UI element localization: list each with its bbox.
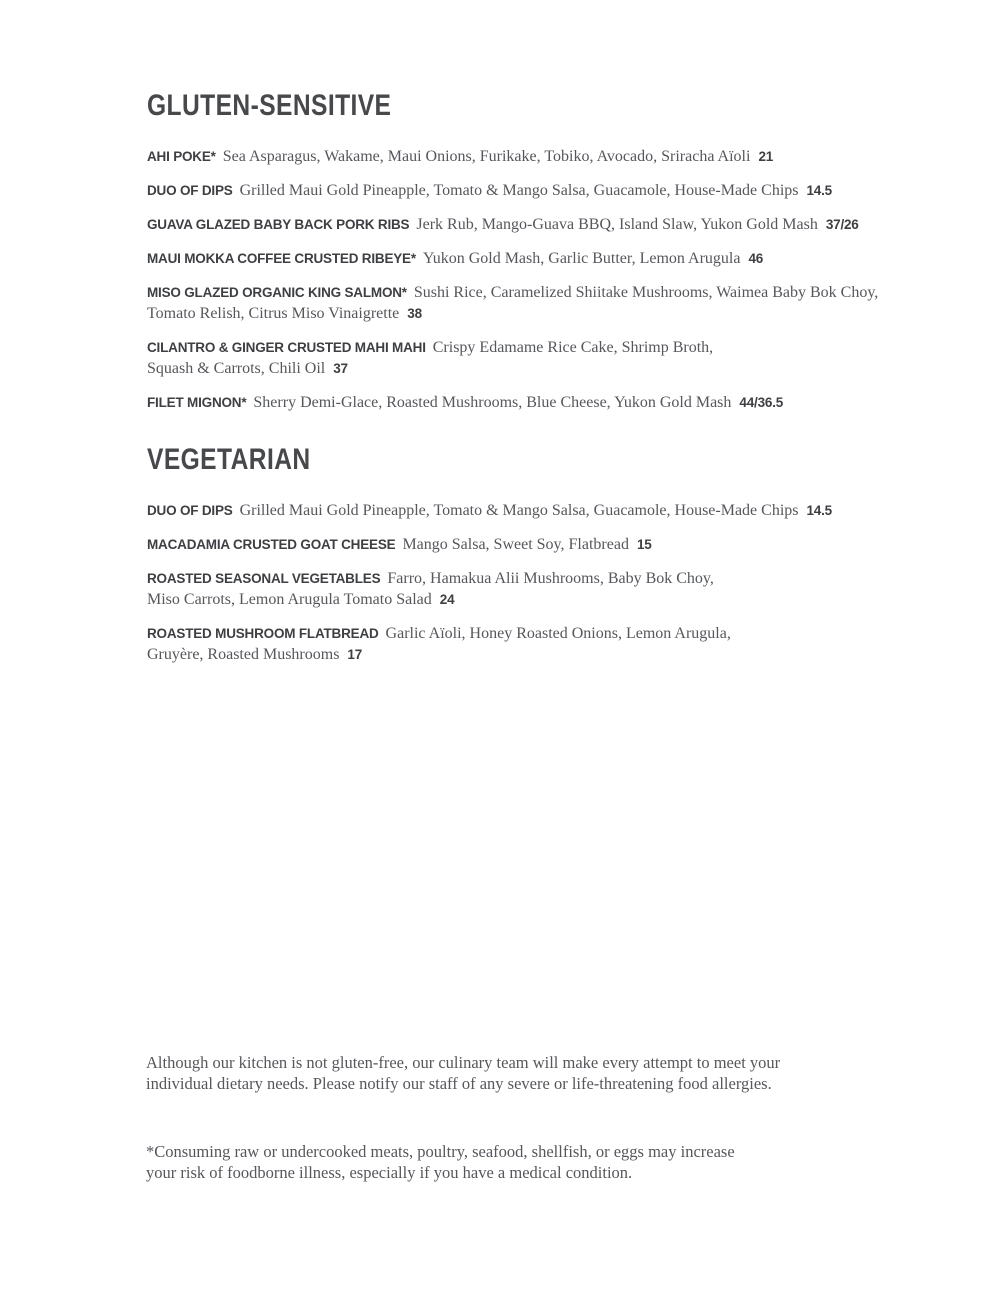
item-description [416, 216, 817, 233]
item-name: GUAVA GLAZED BABY BACK PORK RIBS [147, 217, 410, 232]
item-price: 37 [333, 361, 348, 376]
section-title-gluten-sensitive: GLUTEN-SENSITIVE [147, 89, 392, 122]
menu-item [147, 248, 967, 269]
item-name: MISO GLAZED ORGANIC KING SALMON* [147, 285, 407, 300]
item-price: 14.5 [806, 183, 832, 198]
section-items-gluten-sensitive [147, 146, 967, 413]
menu-item [147, 534, 967, 555]
item-description-line: Sherry Demi-Glace, Roasted Mushrooms, Blue Cheese, Yukon Gold Mash [253, 394, 732, 411]
menu-item [147, 282, 967, 324]
item-price: 46 [748, 251, 764, 266]
item-name: ROASTED SEASONAL VEGETABLES [147, 571, 381, 586]
menu-content [147, 90, 967, 678]
item-price: 15 [636, 537, 652, 552]
section-title-vegetarian: VEGETARIAN [147, 443, 311, 476]
menu-item [147, 337, 967, 379]
item-description-line: Sushi Rice, Caramelized Shiitake Mushrooms, Waimea Baby Bok Choy, [413, 284, 879, 301]
consumer-advisory-note [146, 1141, 735, 1183]
menu-item [147, 623, 967, 665]
item-name: DUO OF DIPS [147, 183, 233, 198]
item-name: MAUI MOKKA COFFEE CRUSTED RIBEYE* [147, 251, 416, 266]
item-description [253, 394, 731, 411]
footnote-line: your risk of foodborne illness, especially if you have a medical condition. [146, 1163, 633, 1182]
item-price: 17 [347, 647, 363, 662]
menu-item [147, 500, 967, 521]
item-name: FILET MIGNON* [147, 395, 247, 410]
item-description-line: Grilled Maui Gold Pineapple, Tomato & Mango Salsa, Guacamole, House-Made Chips [239, 502, 799, 519]
menu-item [147, 568, 967, 610]
item-description-line: Jerk Rub, Mango-Guava BBQ, Island Slaw, Yukon Gold Mash [416, 216, 818, 233]
item-price: 24 [439, 592, 455, 607]
item-price: 38 [407, 306, 422, 321]
item-price: 21 [758, 149, 774, 164]
menu-item [147, 392, 967, 413]
item-description [223, 148, 751, 165]
menu-item [147, 214, 967, 235]
item-description [423, 250, 741, 267]
item-name: MACADAMIA CRUSTED GOAT CHEESE [147, 537, 396, 552]
footnote-line: *Consuming raw or undercooked meats, poultry, seafood, shellfish, or eggs may increase [146, 1142, 735, 1161]
item-name: ROASTED MUSHROOM FLATBREAD [147, 626, 379, 641]
item-description-line: Miso Carrots, Lemon Arugula Tomato Salad [147, 591, 432, 608]
item-description [240, 502, 799, 519]
allergy-note [146, 1052, 780, 1094]
item-description-line: Grilled Maui Gold Pineapple, Tomato & Mango Salsa, Guacamole, House-Made Chips [239, 182, 799, 199]
item-name: DUO OF DIPS [147, 503, 233, 518]
item-description-line: Tomato Relish, Citrus Miso Vinaigrette [147, 305, 400, 322]
item-description-line: Mango Salsa, Sweet Soy, Flatbread [402, 536, 629, 553]
item-description-line: Sea Asparagus, Wakame, Maui Onions, Furikake, Tobiko, Avocado, Sriracha Aïoli [222, 148, 751, 165]
item-description [240, 182, 799, 199]
item-description [402, 536, 628, 553]
item-name: AHI POKE* [147, 149, 216, 164]
menu-item [147, 146, 967, 167]
item-description-line: Farro, Hamakua Alii Mushrooms, Baby Bok Choy, [387, 570, 714, 587]
item-description-line: Gruyère, Roasted Mushrooms [147, 646, 340, 663]
item-price: 14.5 [806, 503, 832, 518]
item-name: CILANTRO & GINGER CRUSTED MAHI MAHI [147, 340, 426, 355]
item-description-line: Crispy Edamame Rice Cake, Shrimp Broth, [432, 339, 714, 356]
section-items-vegetarian [147, 500, 967, 665]
footnote-line: Although our kitchen is not gluten-free, our culinary team will make every attempt to meet your [146, 1053, 781, 1072]
item-price: 44/36.5 [739, 395, 784, 410]
item-price: 37/26 [825, 217, 859, 232]
item-description-line: Squash & Carrots, Chili Oil [147, 360, 326, 377]
footnote-line: individual dietary needs. Please notify our staff of any severe or life-threatening food allergies. [146, 1074, 772, 1093]
item-description-line: Yukon Gold Mash, Garlic Butter, Lemon Arugula [422, 250, 741, 267]
item-description-line: Garlic Aïoli, Honey Roasted Onions, Lemon Arugula, [385, 625, 731, 642]
menu-item [147, 180, 967, 201]
